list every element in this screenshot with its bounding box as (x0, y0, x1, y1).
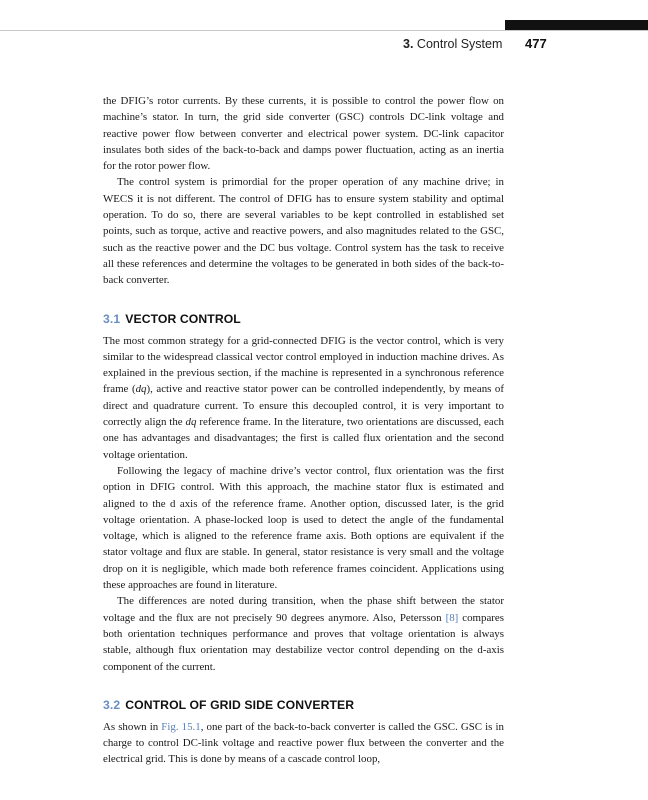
text-run: reference frame. In the literature, two orientations are discussed, each one has advantages and disadvantages; the first is called flux orientation and the second voltage orientation. (103, 416, 504, 461)
text-run: ), active and reactive stator power can be controlled independently, by means of direct and quadrature current. To ensure this decoupled control, it is very important to correctly align the (103, 383, 505, 429)
header-rule (0, 30, 648, 31)
figure-link[interactable]: Fig. 15.1 (161, 720, 201, 733)
text-run: compares both orientation techniques performance and proves that voltage orientation is always stable, although flux orientation may destabilize vector control depending on the d-axis component of the current. (103, 611, 504, 673)
running-head-title: Control System (416, 37, 503, 51)
intro-paragraph-2: The control system is primordial for the proper operation of any machine drive; in WECS it is not different. The control of DFIG has to ensure system stability and optimal operation. To do so, there are several variables to be kept controlled in established set points, such as torque, active and reactive powers, and also magnitudes related to the GSC, such as the reactive power and the DC bus voltage. Control system has the task to receive all these references and determine the voltages to be generated in both sides of the back-to-back converter. (103, 176, 504, 287)
running-head-section-number: 3. (403, 37, 414, 51)
text-run: As shown in (103, 720, 162, 733)
citation-link[interactable]: [8] (445, 611, 459, 624)
section-title-3-2: CONTROL OF GRID SIDE CONVERTER (125, 697, 355, 712)
gsc-paragraph-1 (103, 719, 504, 768)
page-body (103, 93, 504, 768)
vector-control-paragraph-1 (103, 333, 504, 463)
vector-control-paragraph-2: Following the legacy of machine drive’s vector control, flux orientation was the first option in DFIG control. With this approach, the machine stator flux is estimated and aligned to the d axis of the reference frame. Another option, discussed later, is the grid voltage orientation. A phase-locked loop is used to detect the angle of the fundamental voltage, which is aligned to the reference frame axis. Both options are equivalent if the stator voltage and flux are stable. In general, stator resistance is very small and the voltage drop on it is negligible, which made both reference frames coincident. Applications using these approaches are found in literature. (103, 464, 504, 592)
section-heading-3-2 (103, 697, 504, 713)
intro-paragraph-1: the DFIG’s rotor currents. By these currents, it is possible to control the power flow on machine’s stator. In turn, the grid side converter (GSC) controls DC-link voltage and reactive power flow between converter and electrical power system. DC-link capacitor insulates both sides of the back-to-back and damps power fluctuation, acting as an inertia for the rotor power flow. (103, 95, 504, 173)
section-title-3-1: VECTOR CONTROL (125, 311, 241, 326)
running-head (403, 37, 502, 51)
text-run: , one part of the back-to-back converter is called the GSC. GSC is in charge to control DC-link voltage and reactive power flux between the converter and the electrical grid. This is done by means of a cascade control loop, (103, 720, 504, 766)
section-heading-3-1 (103, 311, 504, 327)
text-run: The most common strategy for a grid-connected DFIG is the vector control, which is very similar to the widespread classical vector control employed in induction machine drives. As explained in the previous section, if the machine is represented in a synchronous reference frame ( (103, 334, 504, 396)
math-dq: dq (185, 416, 197, 429)
section-number-3-2: 3.2 (103, 697, 121, 712)
section-number-3-1: 3.1 (103, 311, 121, 326)
header-bar (505, 20, 648, 30)
math-dq: dq (135, 383, 147, 396)
text-run: The differences are noted during transition, when the phase shift between the stator voltage and the flux are not precisely 90 degrees anymore. Also, Petersson (103, 595, 504, 624)
vector-control-paragraph-3 (103, 593, 504, 674)
page-number: 477 (525, 36, 547, 51)
